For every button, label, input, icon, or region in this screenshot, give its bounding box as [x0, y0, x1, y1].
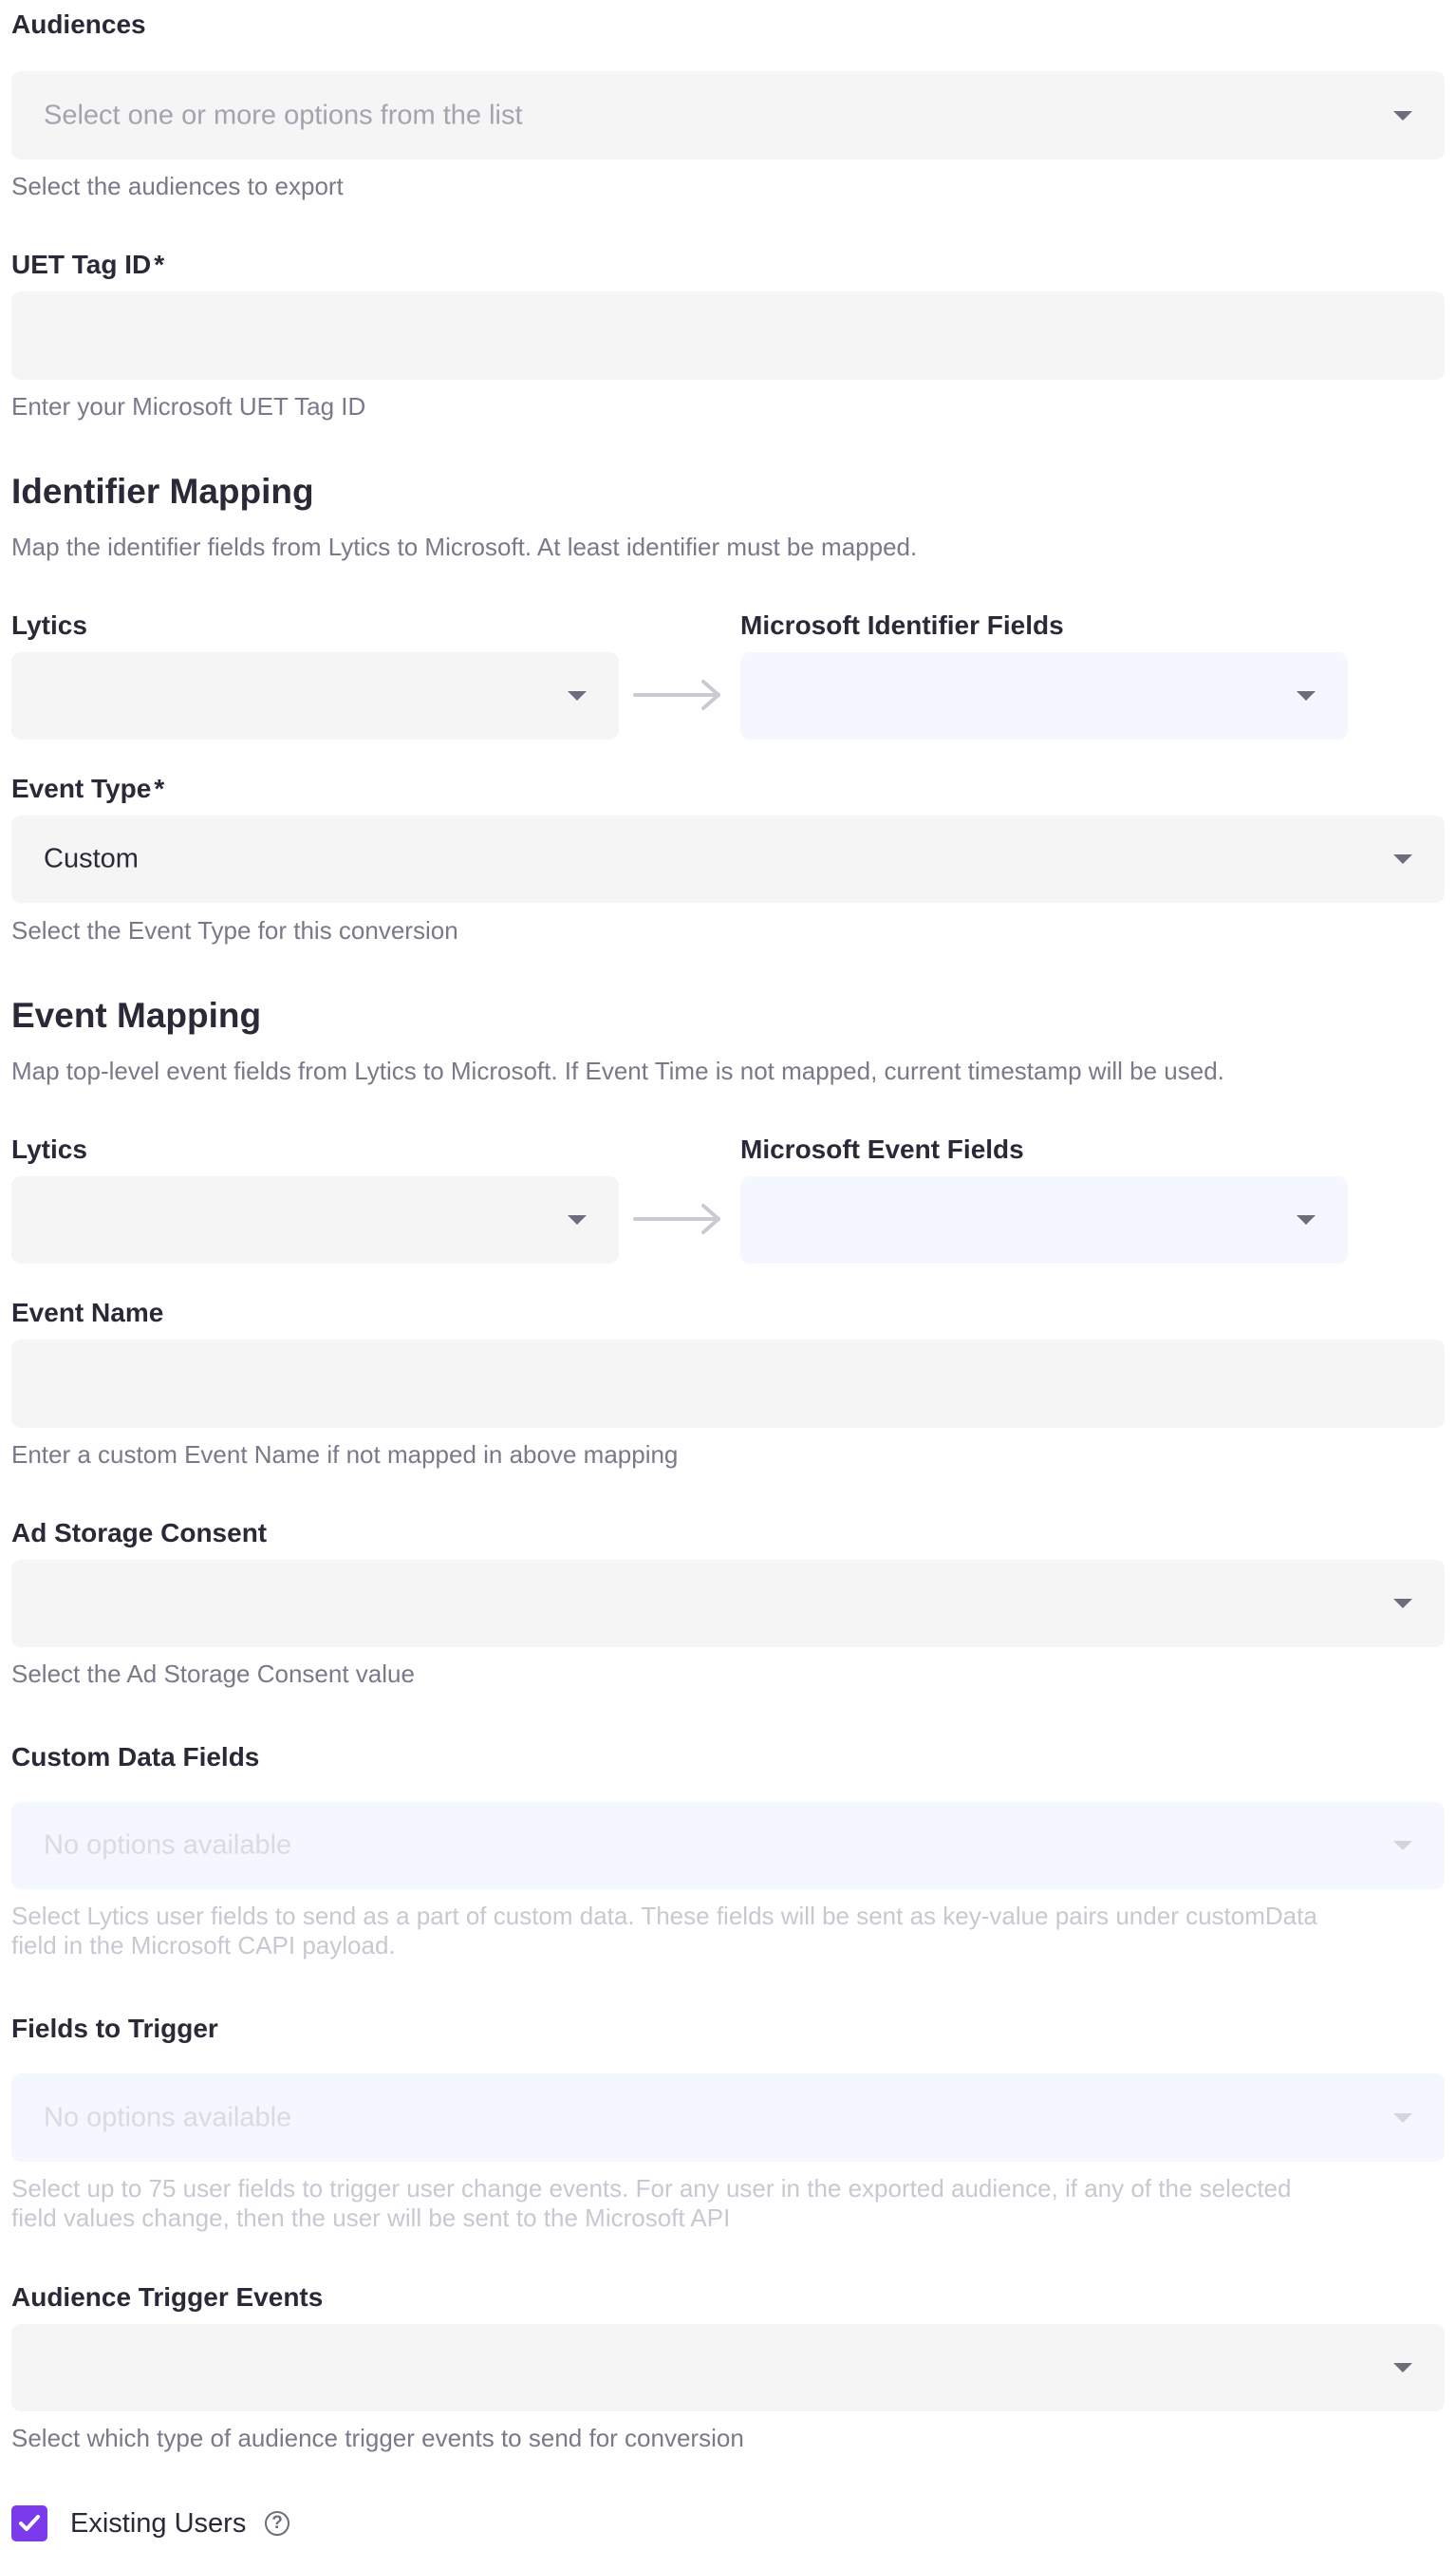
custom-data-fields-placeholder: No options available — [44, 1829, 292, 1861]
identifier-lytics-select[interactable] — [11, 652, 619, 740]
ad-storage-consent-select[interactable] — [11, 1560, 1445, 1647]
event-type-label-text: Event Type — [11, 774, 152, 803]
chevron-down-icon — [1393, 1599, 1412, 1608]
custom-data-fields-help-line1: Select Lytics user fields to send as a part of custom data. These fields will be sent as key-value pairs under customData — [11, 1902, 1317, 1930]
identifier-microsoft-select[interactable] — [740, 652, 1348, 740]
event-microsoft-select[interactable] — [740, 1176, 1348, 1264]
audiences-label: Audiences — [11, 9, 146, 39]
audiences-placeholder: Select one or more options from the list — [44, 100, 523, 130]
event-mapping-title: Event Mapping — [11, 996, 262, 1035]
event-lytics-label: Lytics — [11, 1134, 87, 1164]
required-marker: * — [154, 774, 165, 803]
ad-storage-consent-label: Ad Storage Consent — [11, 1518, 268, 1547]
event-microsoft-label: Microsoft Event Fields — [740, 1134, 1024, 1164]
chevron-down-icon — [1393, 2113, 1412, 2123]
event-mapping-description: Map top-level event fields from Lytics to Microsoft. If Event Time is not mapped, current timestamp will be used. — [11, 1057, 1224, 1085]
identifier-microsoft-label: Microsoft Identifier Fields — [740, 610, 1064, 640]
event-name-input[interactable] — [11, 1340, 1445, 1428]
audience-trigger-events-select[interactable] — [11, 2324, 1445, 2411]
identifier-mapping-description: Map the identifier fields from Lytics to Microsoft. At least identifier must be mapped. — [11, 533, 918, 561]
audience-trigger-events-label: Audience Trigger Events — [11, 2282, 324, 2312]
checkmark-icon — [16, 2510, 43, 2537]
custom-data-fields-help-line2: field in the Microsoft CAPI payload. — [11, 1931, 396, 1959]
chevron-down-icon — [568, 691, 587, 701]
event-name-label: Event Name — [11, 1298, 164, 1327]
event-type-help: Select the Event Type for this conversion — [11, 916, 458, 945]
chevron-down-icon — [1393, 1841, 1412, 1850]
custom-data-fields-select[interactable] — [11, 1802, 1445, 1889]
arrow-right-icon — [631, 676, 726, 714]
fields-to-trigger-help-line1: Select up to 75 user fields to trigger user change events. For any user in the exported audience, if any of the selected — [11, 2174, 1292, 2203]
chevron-down-icon — [1297, 1215, 1316, 1225]
identifier-mapping-title: Identifier Mapping — [11, 472, 314, 511]
existing-users-checkbox[interactable] — [11, 2505, 47, 2541]
event-name-help: Enter a custom Event Name if not mapped in above mapping — [11, 1440, 679, 1469]
event-type-select[interactable] — [11, 816, 1445, 903]
audiences-help: Select the audiences to export — [11, 172, 344, 200]
identifier-lytics-label: Lytics — [11, 610, 87, 640]
required-marker: * — [154, 250, 165, 279]
event-type-label — [11, 774, 164, 804]
chevron-down-icon — [568, 1215, 587, 1225]
audiences-select[interactable] — [11, 71, 1445, 159]
arrow-right-icon — [631, 1200, 726, 1238]
chevron-down-icon — [1393, 111, 1412, 121]
uet-tag-label-text: UET Tag ID — [11, 250, 152, 279]
uet-tag-label — [11, 250, 164, 280]
chevron-down-icon — [1393, 2363, 1412, 2372]
ad-storage-consent-help: Select the Ad Storage Consent value — [11, 1659, 415, 1688]
fields-to-trigger-select[interactable] — [11, 2073, 1445, 2162]
custom-data-fields-label: Custom Data Fields — [11, 1742, 260, 1772]
event-lytics-select[interactable] — [11, 1176, 619, 1264]
audience-trigger-events-help: Select which type of audience trigger events to send for conversion — [11, 2424, 744, 2452]
existing-users-label: Existing Users — [70, 2508, 247, 2539]
fields-to-trigger-label: Fields to Trigger — [11, 2014, 218, 2043]
chevron-down-icon — [1393, 854, 1412, 864]
uet-tag-help: Enter your Microsoft UET Tag ID — [11, 392, 366, 421]
fields-to-trigger-placeholder: No options available — [44, 2102, 292, 2132]
help-icon[interactable]: ? — [265, 2511, 289, 2536]
chevron-down-icon — [1297, 691, 1316, 701]
fields-to-trigger-help-line2: field values change, then the user will be sent to the Microsoft API — [11, 2203, 731, 2232]
uet-tag-input[interactable] — [11, 291, 1445, 380]
event-type-value: Custom — [44, 843, 139, 874]
